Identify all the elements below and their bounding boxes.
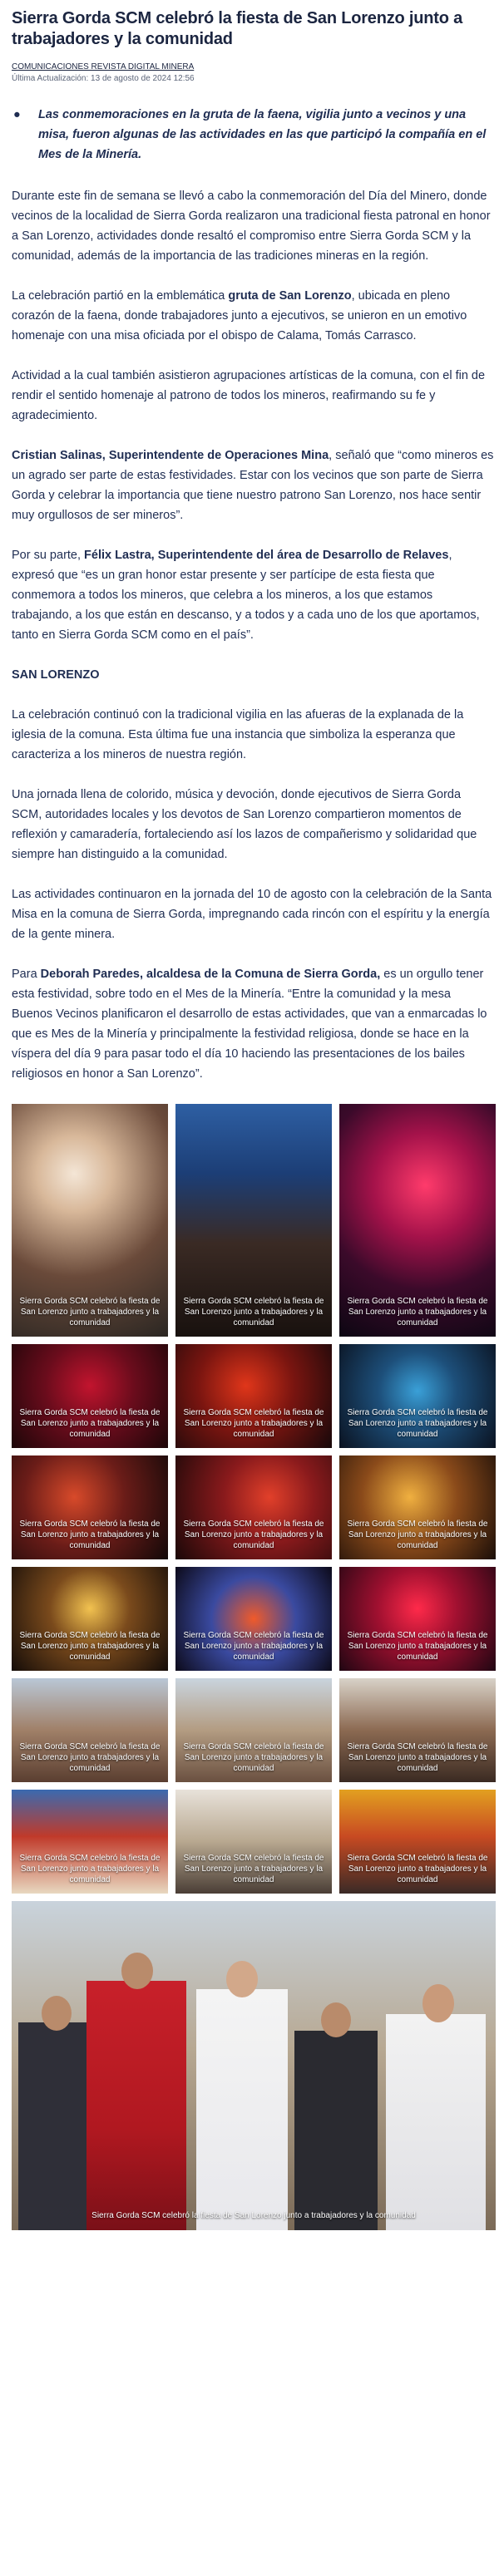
photo-caption: Sierra Gorda SCM celebró la fiesta de San Lorenzo junto a trabajadores y la comunidad: [347, 1631, 488, 1662]
paragraph-text: , señaló que “como mineros es un agrado ser parte de estas festividades. Estar con los vecinos que son parte de Sierra Gorda y celebrar la importancia que tiene nuestro patrono San Lorenzo, nos hace sentir muy orgullosos de ser mineros”.: [12, 449, 494, 522]
photo-caption: Sierra Gorda SCM celebró la fiesta de San Lorenzo junto a trabajadores y la comunidad: [19, 1519, 161, 1550]
paragraph: Actividad a la cual también asistieron agrupaciones artísticas de la comuna, con el fin de rendir el sentido homenaje al patrono de todos los mineros, reafirmando su fe y agradecimiento.: [12, 369, 486, 422]
gallery-photo[interactable]: [12, 1344, 168, 1448]
bullet-icon: ●: [13, 108, 21, 121]
article-title: Sierra Gorda SCM celebró la fiesta de San Lorenzo junto a trabajadores y la comunidad: [12, 9, 463, 48]
gallery-photo[interactable]: [339, 1567, 496, 1671]
gallery-photo[interactable]: [339, 1455, 496, 1559]
person-figure: [386, 2014, 486, 2230]
person-head: [422, 1984, 454, 2022]
paragraph-bold: gruta de San Lorenzo: [228, 289, 352, 303]
gallery-photo[interactable]: [339, 1790, 496, 1894]
photo-caption: Sierra Gorda SCM celebró la fiesta de San Lorenzo junto a trabajadores y la comunidad: [183, 1408, 324, 1439]
paragraph: [12, 286, 494, 346]
gallery-photo[interactable]: [339, 1344, 496, 1448]
gallery-photo[interactable]: [175, 1455, 332, 1559]
paragraph-text: Por su parte,: [12, 549, 85, 562]
paragraph-bold: Félix Lastra, Superintendente del área de Desarrollo de Relaves: [84, 549, 449, 562]
photo-caption: Sierra Gorda SCM celebró la fiesta de San Lorenzo junto a trabajadores y la comunidad: [183, 1297, 324, 1327]
gallery-photo[interactable]: [12, 1678, 168, 1782]
photo-caption: Sierra Gorda SCM celebró la fiesta de San Lorenzo junto a trabajadores y la comunidad: [347, 1854, 488, 1884]
gallery-photo[interactable]: [12, 1790, 168, 1894]
paragraph: [12, 446, 494, 525]
paragraph-text: La celebración partió en la emblemática: [12, 289, 229, 303]
paragraph-text: Para: [12, 968, 41, 981]
photo-caption: Sierra Gorda SCM celebró la fiesta de San Lorenzo junto a trabajadores y la comunidad: [183, 1854, 324, 1884]
photo-gallery: [12, 1104, 494, 1894]
photo-caption: Sierra Gorda SCM celebró la fiesta de San Lorenzo junto a trabajadores y la comunidad: [19, 1297, 161, 1327]
article-meta: [12, 62, 494, 85]
person-figure: [18, 2022, 93, 2230]
last-updated: Última Actualización: 13 de agosto de 2024 12:56: [12, 74, 195, 83]
gallery-photo[interactable]: [175, 1790, 332, 1894]
person-figure: [294, 2031, 378, 2230]
person-head: [226, 1961, 258, 1997]
section-subheading: SAN LORENZO: [12, 668, 100, 682]
gallery-photo[interactable]: [12, 1455, 168, 1559]
photo-caption: Sierra Gorda SCM celebró la fiesta de San Lorenzo junto a trabajadores y la comunidad: [19, 1408, 161, 1439]
photo-caption: Sierra Gorda SCM celebró la fiesta de San Lorenzo junto a trabajadores y la comunidad: [347, 1297, 488, 1327]
person-head: [321, 2002, 351, 2037]
person-figure: [196, 1989, 288, 2230]
gallery-photo[interactable]: [175, 1567, 332, 1671]
photo-caption: Sierra Gorda SCM celebró la fiesta de San Lorenzo junto a trabajadores y la comunidad: [347, 1742, 488, 1773]
photo-caption: Sierra Gorda SCM celebró la fiesta de San Lorenzo junto a trabajadores y la comunidad: [347, 1408, 488, 1439]
article-body: [12, 186, 494, 1084]
gallery-photo[interactable]: [12, 1104, 168, 1337]
photo-caption: Sierra Gorda SCM celebró la fiesta de San Lorenzo junto a trabajadores y la comunidad: [19, 1854, 161, 1884]
lead-bullet-item: [12, 105, 494, 165]
paragraph-text: , ubicada en pleno corazón de la faena, donde trabajadores junto a ejecutivos, se unieron en un emotivo homenaje con una misa oficiada por el obispo de Calama, Tomás Carrasco.: [12, 289, 467, 342]
photo-caption: Sierra Gorda SCM celebró la fiesta de San Lorenzo junto a trabajadores y la comunidad: [183, 1742, 324, 1773]
paragraph: [12, 545, 494, 645]
photo-caption: Sierra Gorda SCM celebró la fiesta de San Lorenzo junto a trabajadores y la comunidad: [91, 2211, 416, 2220]
gallery-photo[interactable]: [175, 1678, 332, 1782]
gallery-photo[interactable]: [175, 1344, 332, 1448]
photo-caption: Sierra Gorda SCM celebró la fiesta de San Lorenzo junto a trabajadores y la comunidad: [19, 1631, 161, 1662]
gallery-photo[interactable]: [339, 1104, 496, 1337]
featured-photo[interactable]: [12, 1901, 496, 2230]
person-head: [42, 1996, 72, 2031]
category-link[interactable]: COMUNICACIONES REVISTA DIGITAL MINERA: [12, 62, 195, 71]
photo-caption: Sierra Gorda SCM celebró la fiesta de San Lorenzo junto a trabajadores y la comunidad: [183, 1519, 324, 1550]
paragraph-bold: Deborah Paredes, alcaldesa de la Comuna de Sierra Gorda,: [40, 968, 381, 981]
bishop-figure: [86, 1981, 186, 2230]
paragraph: Una jornada llena de colorido, música y devoción, donde ejecutivos de Sierra Gorda SCM, autoridades locales y los devotos de San Lorenzo compartieron momentos de reflexión y camaradería, fortaleciendo así los lazos de compañerismo y solidaridad que siempre han distinguido a la comunidad.: [12, 788, 477, 861]
gallery-photo[interactable]: [175, 1104, 332, 1337]
paragraph-bold: Cristian Salinas, Superintendente de Operaciones Mina: [12, 449, 329, 462]
paragraph: [12, 964, 494, 1084]
gallery-photo[interactable]: [339, 1678, 496, 1782]
photo-caption: Sierra Gorda SCM celebró la fiesta de San Lorenzo junto a trabajadores y la comunidad: [19, 1742, 161, 1773]
gallery-photo[interactable]: [12, 1567, 168, 1671]
lead-text: Las conmemoraciones en la gruta de la faena, vigilia junto a vecinos y una misa, fueron algunas de las actividades en las que participó la compañía en el Mes de la Minería.: [38, 108, 487, 161]
photo-caption: Sierra Gorda SCM celebró la fiesta de San Lorenzo junto a trabajadores y la comunidad: [347, 1519, 488, 1550]
paragraph-text: , expresó que “es un gran honor estar presente y ser partícipe de esta fiesta que conmemora a todos los mineros, que celebra a los mineros, a los que estamos trabajando, a los que están en descanso, y a todos y a cada uno de los que aportamos, tanto en Sierra Gorda SCM como en el país”.: [12, 549, 480, 642]
person-head: [121, 1953, 153, 1989]
paragraph-text: es un orgullo tener esta festividad, sobre todo en el Mes de la Minería. “Entre la comunidad y la mesa Buenos Vecinos planificaron el desarrollo de estas actividades, que van a enmarcadas lo que es Mes de la Minería y principalmente la festividad religiosa, donde se hace en la víspera del día 9 para pasar todo el día 10 haciendo las presentaciones de los bailes religiosos en honor a San Lorenzo”.: [12, 968, 487, 1081]
paragraph: Durante este fin de semana se llevó a cabo la conmemoración del Día del Minero, donde vecinos de la localidad de Sierra Gorda realizaron una tradicional fiesta patronal en honor a San Lorenzo, actividades donde resaltó el compromiso entre Sierra Gorda SCM y la comunidad, además de la importancia de las tradiciones mineras en la región.: [12, 190, 491, 263]
paragraph: La celebración continuó con la tradicional vigilia en las afueras de la explanada de la iglesia de la comuna. Esta última fue una instancia que simboliza la esperanza que caracteriza a los mineros de nuestra región.: [12, 708, 464, 761]
photo-caption: Sierra Gorda SCM celebró la fiesta de San Lorenzo junto a trabajadores y la comunidad: [183, 1631, 324, 1662]
paragraph: Las actividades continuaron en la jornada del 10 de agosto con la celebración de la Santa Misa en la comuna de Sierra Gorda, impregnando cada rincón con el espíritu y la energía de la gente minera.: [12, 888, 492, 941]
